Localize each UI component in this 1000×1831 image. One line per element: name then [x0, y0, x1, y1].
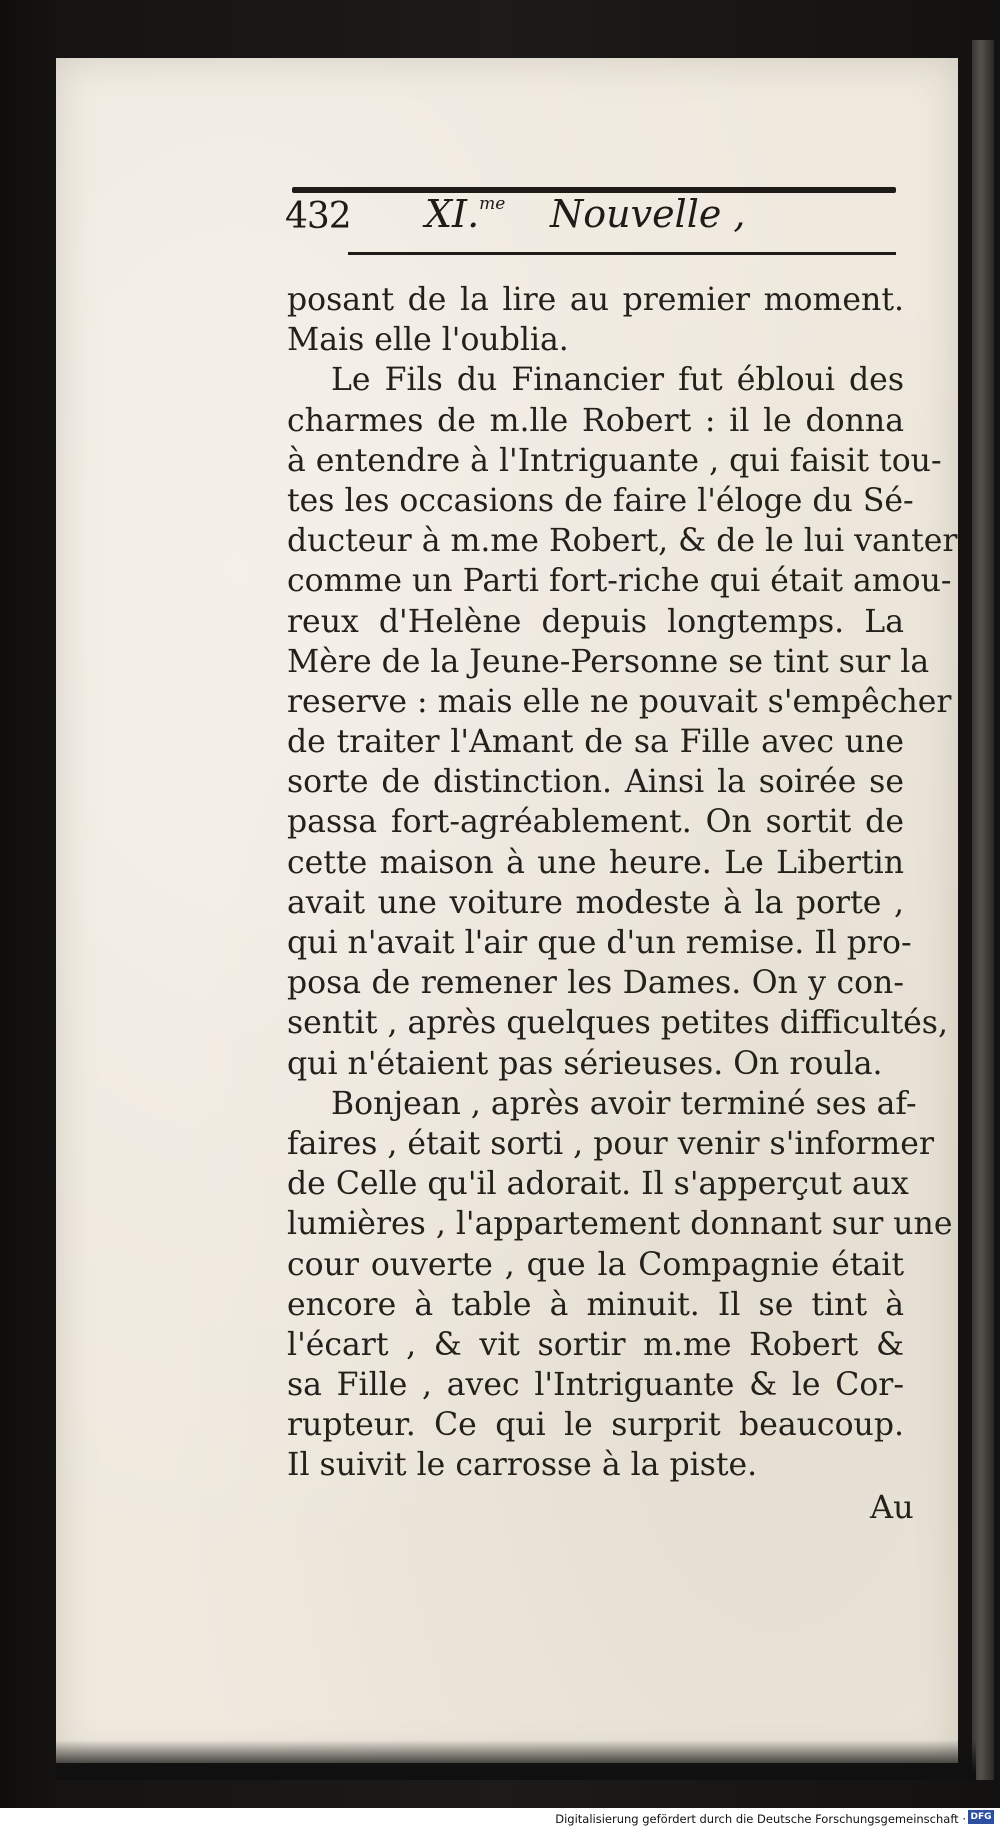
text-line: cour ouverte , que la Compagnie était: [287, 1246, 904, 1283]
header-title: Nouvelle ,: [550, 192, 746, 236]
text-line: sa Fille , avec l'Intriguante & le Cor-: [287, 1367, 904, 1404]
text-line: encore à table à minuit. Il se tint à: [287, 1286, 904, 1323]
running-header: [285, 190, 905, 246]
text-line: sentit , après quelques petites difficultés,: [287, 1005, 948, 1042]
chapter-roman: XI.: [425, 192, 480, 236]
text-line: l'écart , & vit sortir m.me Robert &: [287, 1326, 904, 1363]
chapter-superscript: me: [479, 194, 506, 214]
text-line: posant de la lire au premier moment.: [287, 282, 904, 318]
text-line: Mère de la Jeune-Personne se tint sur la: [287, 643, 930, 680]
header-rule-bottom: [348, 252, 896, 255]
text-line: de Celle qu'il adorait. Il s'apperçut aux: [287, 1166, 909, 1203]
page-number: 432: [285, 196, 351, 237]
page-bottom-shadow: [56, 1740, 976, 1780]
chapter-number: [425, 192, 505, 236]
text-line: reserve : mais elle ne pouvait s'empêcher: [287, 683, 952, 720]
text-line: reux d'Helène depuis longtemps. La: [287, 603, 904, 640]
text-line: rupteur. Ce qui le surprit beaucoup.: [287, 1407, 904, 1444]
text-line: charmes de m.lle Robert : il le donna: [287, 402, 904, 439]
text-line: qui n'étaient pas sérieuses. On roula.: [287, 1045, 883, 1082]
body-text: [287, 280, 958, 1486]
footer-credit: Digitalisierung gefördert durch die Deutsche Forschungsgemeinschaft ·: [555, 1812, 966, 1826]
catchword: Au: [870, 1488, 914, 1526]
text-line: Il suivit le carrosse à la piste.: [287, 1447, 758, 1484]
text-line: avait une voiture modeste à la porte ,: [287, 884, 904, 921]
text-line: comme un Parti fort-riche qui était amou-: [287, 563, 952, 600]
text-line: cette maison à une heure. Le Libertin: [287, 844, 904, 881]
text-line: ducteur à m.me Robert, & de le lui vanter: [287, 523, 958, 560]
text-line: tes les occasions de faire l'éloge du Sé-: [287, 482, 914, 519]
text-line: à entendre à l'Intriguante , qui faisit tou-: [287, 442, 942, 479]
dfg-logo-icon: DFG: [968, 1810, 994, 1824]
text-line: Bonjean , après avoir terminé ses af-: [331, 1085, 917, 1122]
text-line: posa de remener les Dames. On y con-: [287, 965, 904, 1002]
text-line: de traiter l'Amant de sa Fille avec une: [287, 724, 904, 761]
text-line: qui n'avait l'air que d'un remise. Il pro-: [287, 925, 912, 961]
text-line: sorte de distinction. Ainsi la soirée se: [287, 764, 904, 801]
text-line: passa fort-agréablement. On sortit de: [287, 804, 904, 841]
text-line: Mais elle l'oublia.: [287, 322, 569, 359]
page-edge: [972, 40, 994, 1780]
text-line: faires , était sorti , pour venir s'informer: [287, 1125, 934, 1162]
text-line: Le Fils du Financier fut ébloui des: [331, 362, 904, 399]
text-line: lumières , l'appartement donnant sur une: [287, 1206, 953, 1243]
